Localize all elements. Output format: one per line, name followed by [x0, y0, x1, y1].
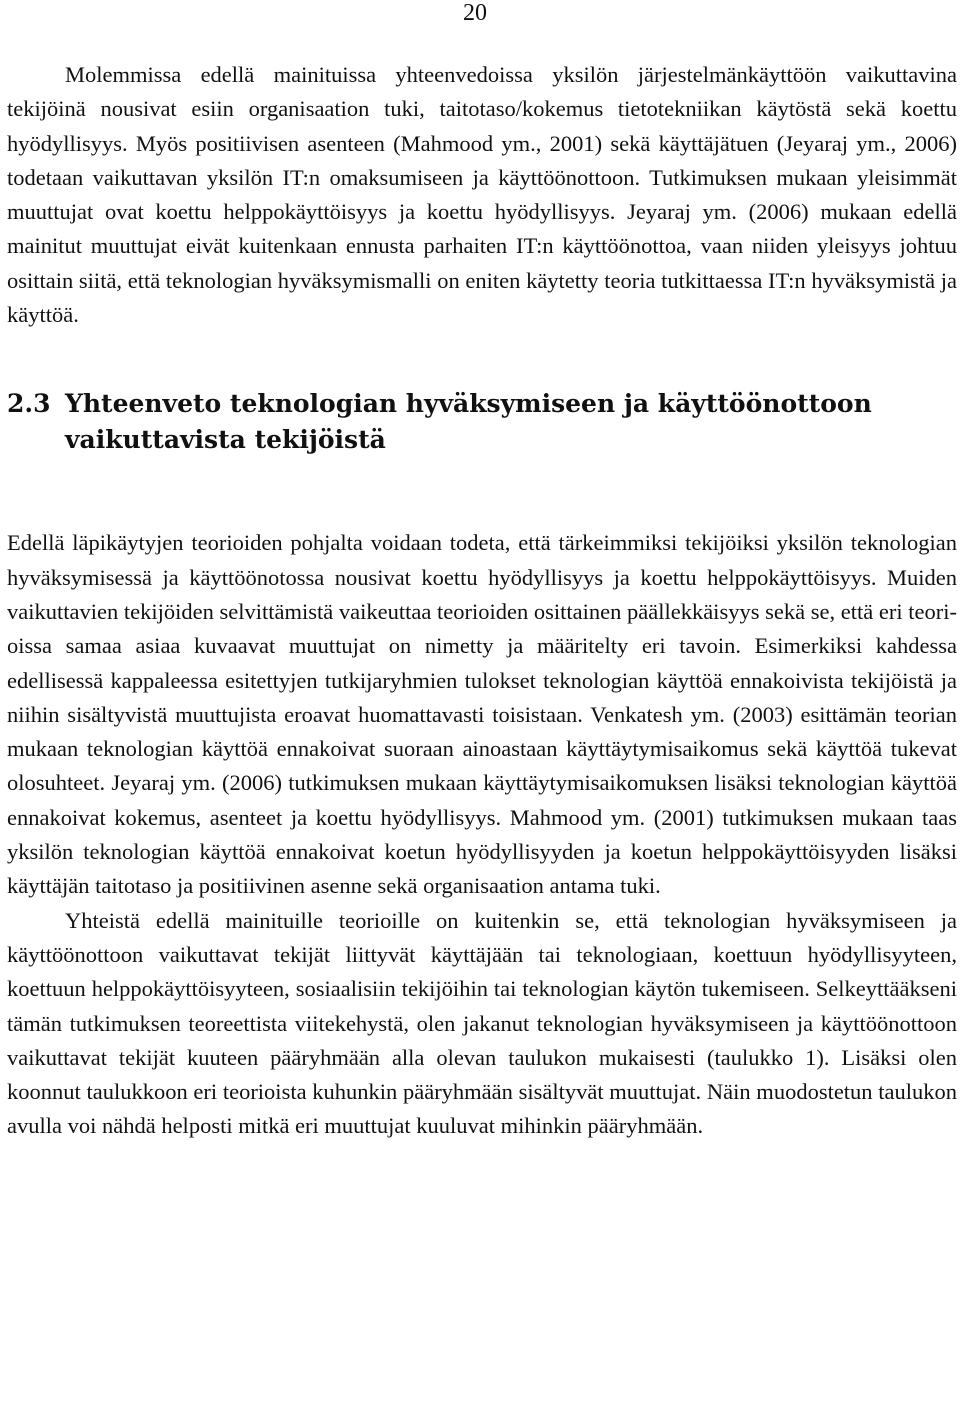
paragraph-1: Molemmissa edellä mainituissa yhteenvedoissa yksilön järjestelmänkäyttöön vaikuttavina tekijöinä nousivat esiin organisaation tuki, taitotaso/kokemus tietotekniikan käytöstä sekä koettu hyödyllisyys. Myös positiivisen asenteen (Mahmood ym., 2001) sekä käyttäjätuen (Jeyaraj ym., 2006) todetaan vaikuttavan yksilön IT:n omaksumiseen ja käyttöönottoon. Tutkimuksen mukaan yleisimmät muuttujat ovat koettu helppokäyttöisyys ja koettu hyödyllisyys. Jeyaraj ym. (2006) mukaan edellä mainitut muuttujat eivät kuitenkaan ennusta parhaiten IT:n käyttöönottoa, vaan niiden yleisyys johtuu osittain siitä, että teknologian hyväksymismalli on eniten käytetty teoria tutkittaessa IT:n hyväksymistä ja käyttöä.	[7, 62, 957, 328]
section-title: Yhteenveto teknologian hyväksymiseen ja käyttöönottoon vaikuttavista tekijöistä	[65, 389, 872, 455]
page-body	[7, 58, 957, 1144]
paragraph-2: Edellä läpikäytyjen teorioiden pohjalta voidaan todeta, että tärkeimmiksi tekijöiksi yksilön teknologian hyväksymisessä ja käyttöönotossa nousivat koettu hyödyllisyys ja koettu helppokäyttöisyys. Muiden vaikuttavien tekijöiden selvittämistä vaikeuttaa teorioiden osittainen päällekkäisyys sekä se, että eri teorioissa samaa asiaa kuvaavat muuttujat on nimetty ja määritelty eri tavoin. Esimerkiksi kahdessa edellisessä kappaleessa esitettyjen tutkijaryhmien tulokset teknologian käyttöä ennakoivista tekijöistä ja niihin sisältyvistä muuttujista eroavat huomattavasti toisistaan. Venkatesh ym. (2003) esittämän teorian mukaan teknologian käyttöä ennakoivat suoraan ainoastaan käyttäytymisaikomus sekä käyttöä tukevat olosuhteet. Jeyaraj ym. (2006) tutkimuksen mukaan käyttäytymisaikomuksen lisäksi teknologian käyttöä ennakoivat kokemus, asenteet ja koettu hyödyllisyys. Mahmood ym. (2001) tutkimuksen mukaan taas yksilön teknologian käyttöä ennakoivat koetun hyödyllisyyden ja koetun helppokäyttöisyyden lisäksi käyttäjän taitotaso ja positiivinen asenne sekä organisaation antama tuki.	[7, 530, 957, 899]
section-heading	[7, 386, 957, 458]
paragraph-3: Yhteistä edellä mainituille teorioille on kuitenkin se, että teknologian hyväksymiseen ja käyttöönottoon vaikuttavat tekijät liittyvät käyttäjään tai teknologiaan, koettuun hyödyllisyyteen, koettuun helppokäyttöisyyteen, sosiaalisiin tekijöihin tai teknologian käytön tukemiseen. Selkeyttääkseni tämän tutkimuksen teoreettista viitekehystä, olen jakanut teknologian hyväksymiseen ja käyttöönottoon vaikuttavat tekijät kuuteen pääryhmään alla olevan taulukon mukaisesti (taulukko 1). Lisäksi olen koonnut taulukkoon eri teorioista kuhunkin pääryhmään sisältyvät muuttujat. Näin muodostetun taulukon avulla voi nähdä helposti mitkä eri muuttujat kuuluvat mihinkin pääryhmään.	[7, 907, 957, 1139]
section-number: 2.3	[7, 389, 51, 419]
page-number: 20	[463, 0, 487, 26]
